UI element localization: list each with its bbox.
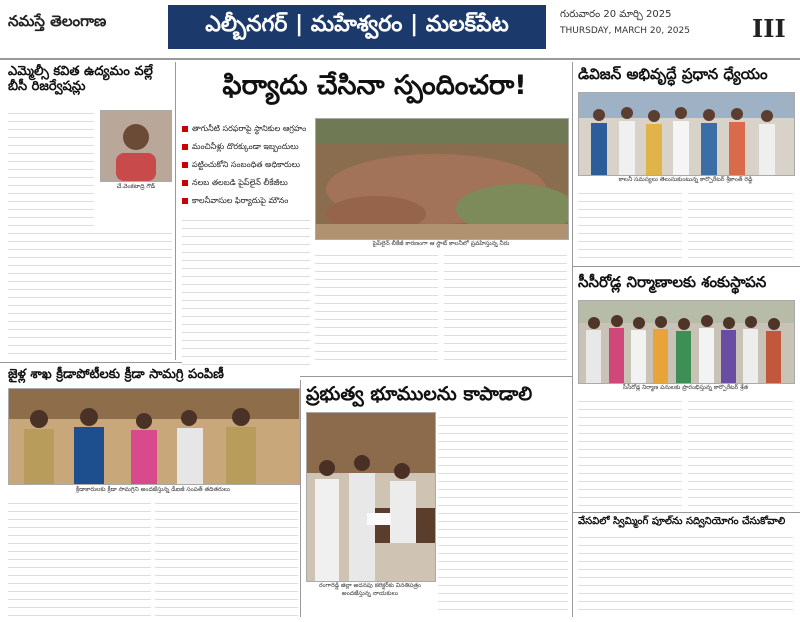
article-main-body-col3 [444, 250, 567, 365]
memorandum-handover-image [307, 413, 435, 581]
article-sports-headline: జైళ్ల శాఖ క్రీడాపోటీలకు క్రీడా సామగ్రి పంపిణీ [8, 367, 224, 382]
division-photo-caption: కాలనీ సమస్యలు తెలుసుకుంటున్న కార్పొరేటర్ శ్రీకాంత్ రెడ్డి [618, 176, 753, 183]
division-photo [578, 92, 795, 176]
highlight-item: నలబ తలబడి పైప్‌లైన్ లీకేజీలు [182, 174, 310, 192]
muddy-water-image [316, 119, 568, 239]
article-kavitha-body-continued [8, 228, 172, 358]
reporter-photo [100, 110, 172, 182]
sports-photo-caption: క్రీడాకారులకు క్రీడా సామగ్రిని అందజేస్తున్న డీఐజీ సంపత్ తదితరులు [75, 486, 230, 493]
article-division-body-col1 [578, 188, 682, 262]
cc-roads-photo [578, 300, 795, 384]
article-main-headline: ఫిర్యాదు చేసినా స్పందించరా! [222, 70, 527, 101]
article-cc-roads-headline: సీసీరోడ్ల నిర్మాణాలకు శంకుస్థాపన [578, 273, 767, 291]
govt-land-photo [306, 412, 436, 582]
column-divider [572, 62, 573, 617]
article-swimming-body [578, 532, 793, 616]
page-title: ఎల్బీనగర్ | మహేశ్వరం | మలక్‌పేట [205, 12, 509, 37]
date-english: THURSDAY, MARCH 20, 2025 [560, 26, 690, 36]
section-divider [300, 376, 572, 377]
article-division-headline: డివిజన్ అభివృద్ధే ప్రధాన ధ్యేయం [578, 65, 768, 83]
article-swimming-headline: వేసవిలో స్విమ్మింగ్ పూల్‌ను సద్వినియోగం చేసుకోవాలి [578, 516, 786, 527]
pipeline-photo-caption: పైప్‌లైన్ లీకేజీ కారణంగా ఆ స్టాట్ కాలనీలో ప్రవహిస్తున్న నీరు [372, 240, 510, 247]
highlight-item: తాగునీటి సరఫరాపై స్థానికుల ఆగ్రహం [182, 120, 310, 138]
cc-roads-photo-caption: సీసీరోడ్ల నిర్మాణ పనులకు ప్రారంభిస్తున్న కార్పొరేటర్ శ్రేత [622, 384, 749, 391]
newspaper-name: నమస్తే తెలంగాణ [8, 12, 107, 30]
person-portrait-icon [101, 111, 171, 181]
highlights-box [182, 120, 310, 212]
sports-photo [8, 388, 300, 485]
foundation-ceremony-image [579, 301, 794, 383]
page-title-band [168, 5, 546, 49]
section-divider [572, 512, 800, 513]
article-cc-roads-body-col1 [578, 396, 682, 506]
highlight-item: మంచినీళ్లు దొరక్కుండా ఇబ్బందులు [182, 138, 310, 156]
header-divider [0, 58, 800, 60]
article-division-body-col2 [688, 188, 793, 262]
police-officers-image [9, 389, 299, 484]
page-number: III [752, 14, 786, 43]
article-main-body-col1 [182, 215, 310, 365]
article-cc-roads-body-col2 [688, 396, 793, 506]
date-telugu: గురువారం 20 మార్చి 2025 [560, 9, 672, 20]
column-divider [300, 380, 301, 617]
group-of-people-image [579, 93, 794, 175]
article-govt-land-body [438, 412, 568, 616]
section-divider [572, 266, 800, 267]
article-govt-land-headline: ప్రభుత్వ భూములను కాపాడాలి [306, 383, 533, 405]
highlight-item: పట్టించుకోని సంబంధిత అధికారులు [182, 156, 310, 174]
article-kavitha-body [8, 108, 94, 226]
article-sports-body-col2 [155, 498, 298, 616]
govt-land-photo-caption: రంగారెడ్డి జిల్లా అదనపు కలెక్టర్‌కు వినతిపత్రం అందజేస్తున్న నాయకులు [318, 582, 422, 597]
column-divider [175, 62, 176, 360]
pipeline-leak-photo [315, 118, 569, 240]
article-main-body-col2 [315, 250, 438, 365]
highlight-item: కాలనీవాసుల ఫిర్యాదుపై మౌనం [182, 192, 310, 210]
article-sports-body-col1 [8, 498, 151, 616]
reporter-caption: చే.వెంకటాద్రి గౌడ్ [116, 183, 156, 190]
article-kavitha-headline: ఎమ్మెల్సీ కవిత ఉద్యమం వల్లే బీసీ రిజర్వేషన్లు [8, 64, 153, 94]
